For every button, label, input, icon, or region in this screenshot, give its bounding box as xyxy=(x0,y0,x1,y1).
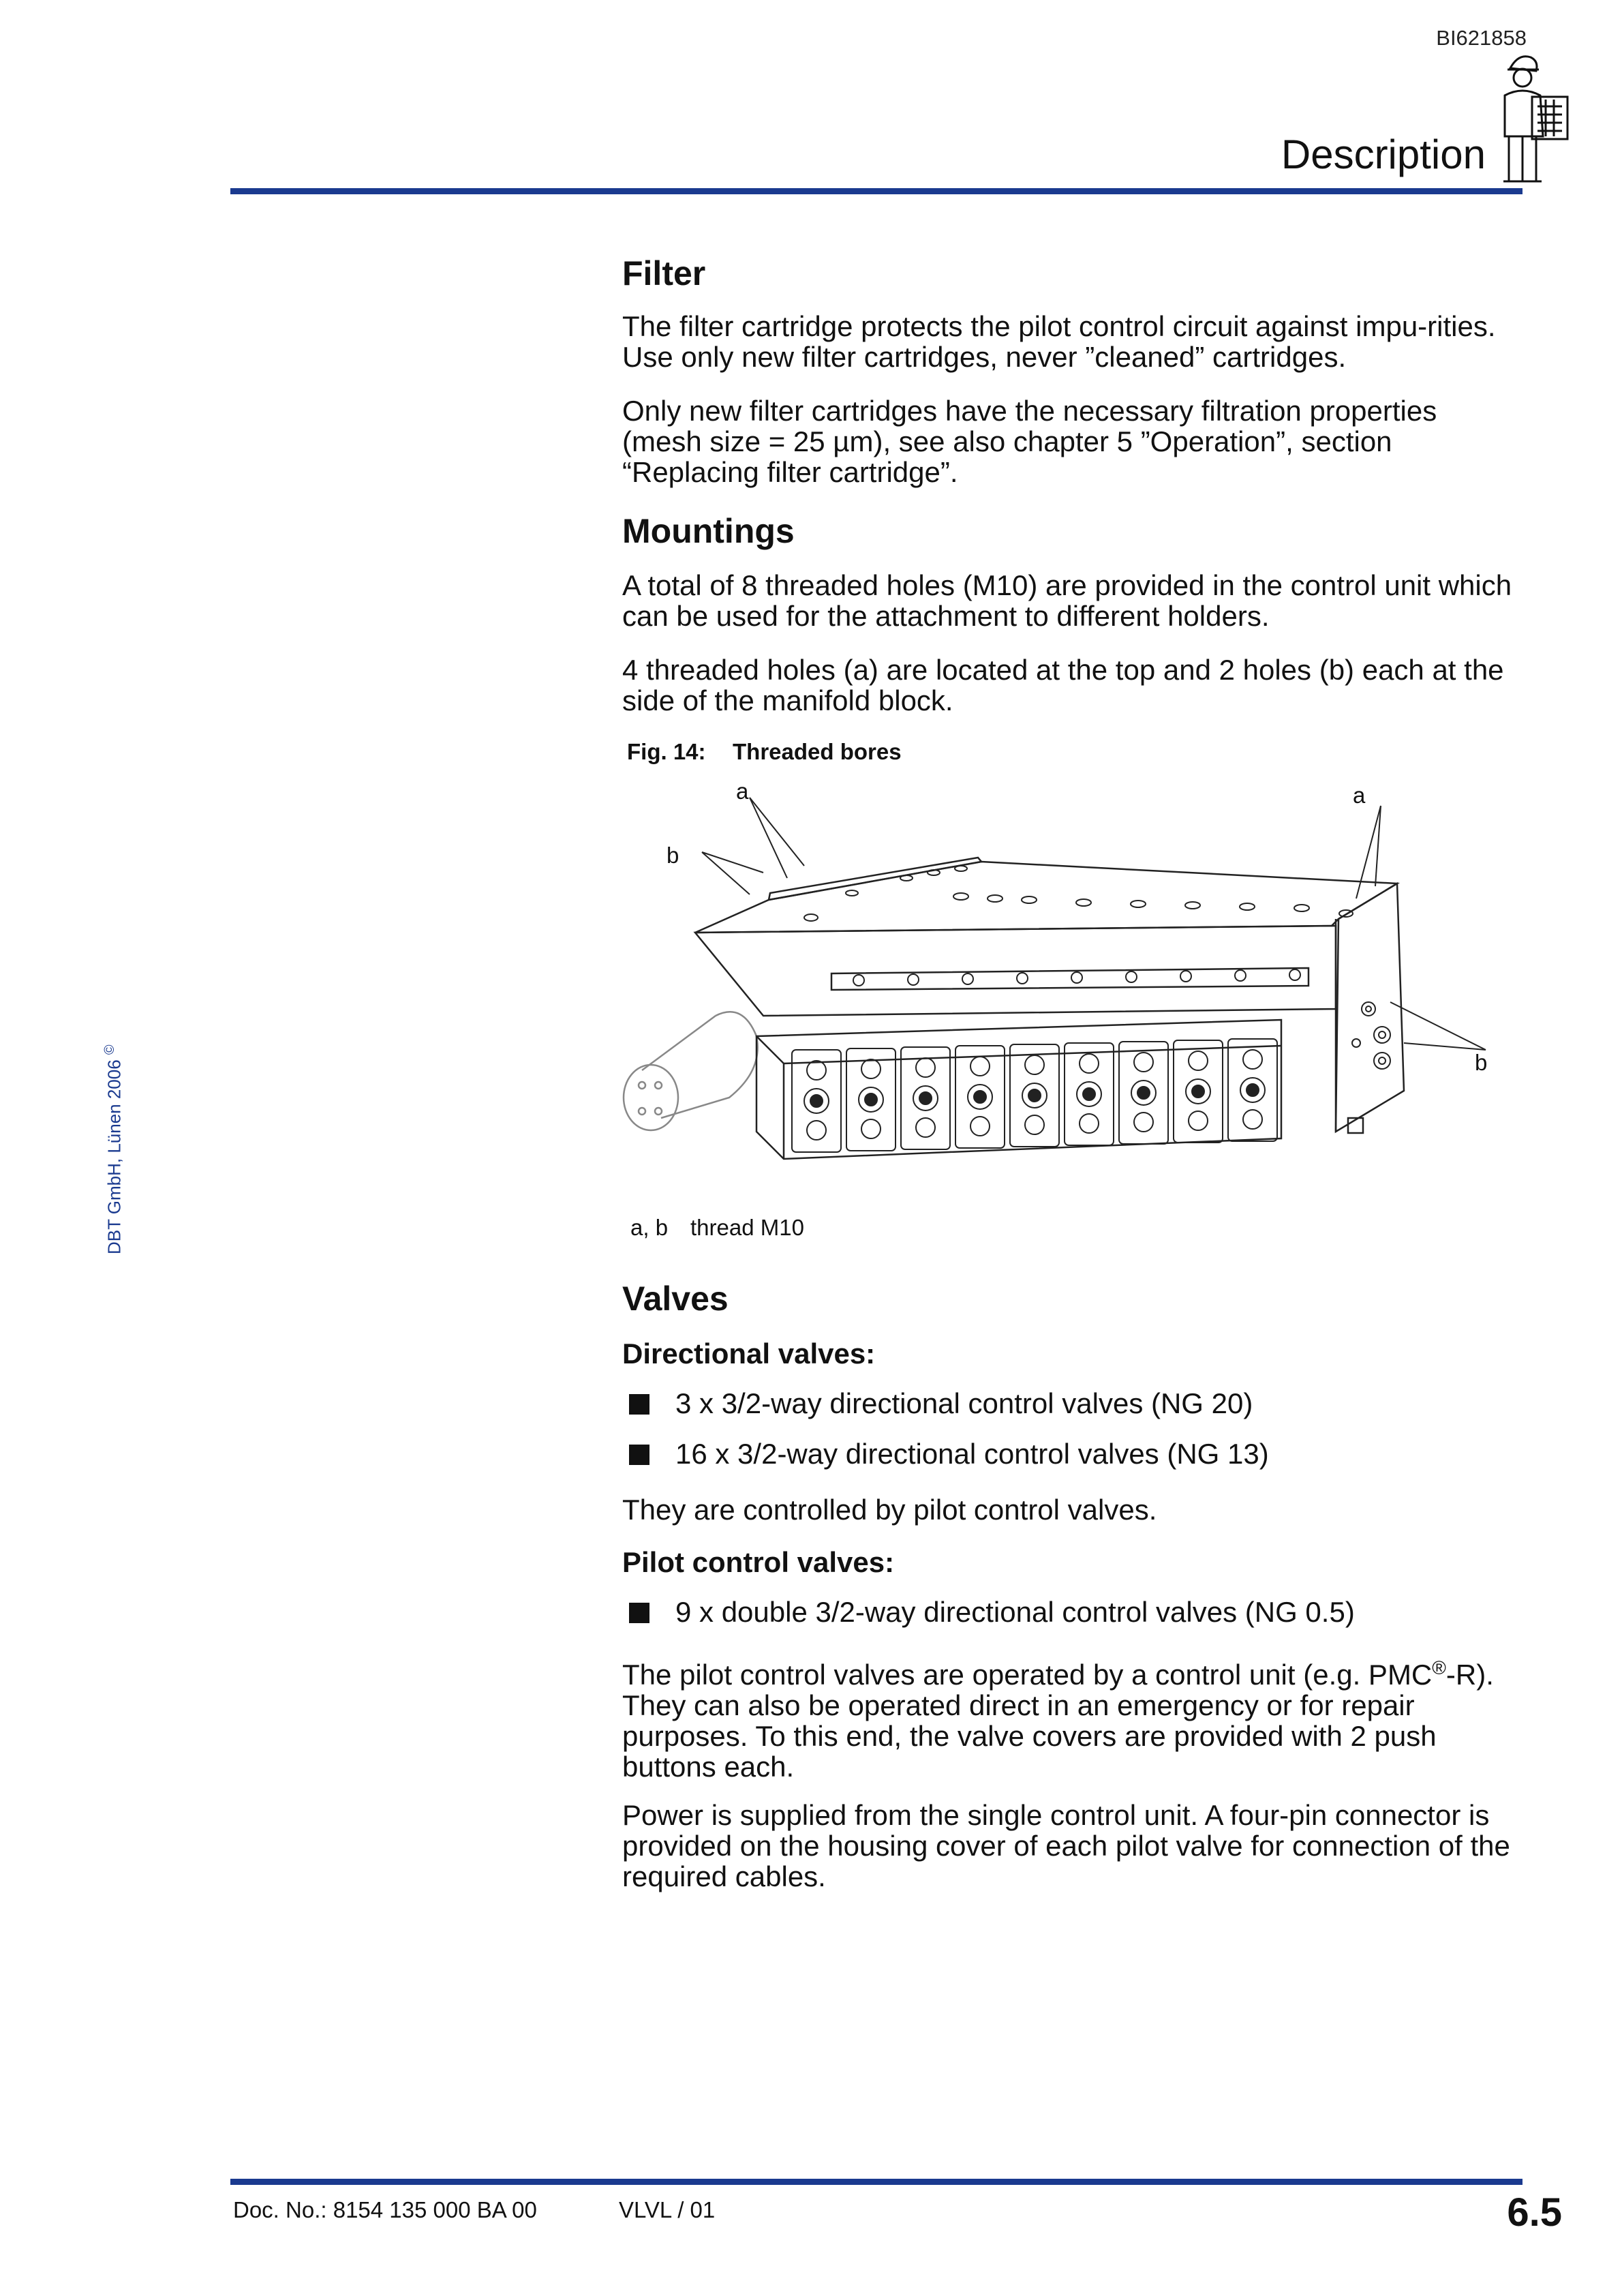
header-rule xyxy=(230,188,1522,194)
pilot-valves-heading: Pilot control valves: xyxy=(622,1546,895,1578)
copyright-text: DBT GmbH, Lünen 2006 xyxy=(104,1059,125,1254)
page-number: 6.5 xyxy=(1507,2190,1562,2235)
list-item-text: 3 x 3/2-way directional control valves (NG 20) xyxy=(675,1387,1253,1419)
footer-doc-number: Doc. No.: 8154 135 000 BA 00 xyxy=(233,2197,537,2222)
copyright-notice xyxy=(102,832,136,1254)
figure-legend-text: thread M10 xyxy=(690,1215,804,1240)
registered-mark: ® xyxy=(1432,1657,1446,1678)
page-section-title: Description xyxy=(1281,132,1486,177)
directional-valves-heading: Directional valves: xyxy=(622,1338,876,1370)
list-item-text: 16 x 3/2-way directional control valves (NG 13) xyxy=(675,1438,1269,1470)
mountings-paragraph-2: 4 threaded holes (a) are located at the top and 2 holes (b) each at the side of the manifold block. xyxy=(622,654,1504,716)
bullet-square-icon xyxy=(629,1394,649,1415)
bullet-square-icon xyxy=(629,1445,649,1465)
filter-heading: Filter xyxy=(622,254,706,292)
bullet-square-icon xyxy=(629,1603,649,1623)
figure-caption xyxy=(627,739,1527,765)
list-item xyxy=(622,1388,1522,1419)
manifold-block-drawing xyxy=(613,777,1527,1193)
pilot-valves-paragraph xyxy=(622,1652,1522,1782)
list-item xyxy=(622,1597,1522,1627)
filter-paragraph-1: The filter cartridge protects the pilot control circuit against impu-rities. Use only new filter cartridges, never ”cleaned” cartridges. xyxy=(622,310,1496,373)
directional-valves-note: They are controlled by pilot control valves. xyxy=(622,1494,1157,1526)
mountings-paragraph-1: A total of 8 threaded holes (M10) are provided in the control unit which can be used for the attachment to different holders. xyxy=(622,569,1512,632)
figure-label-a-right: a xyxy=(1353,783,1366,808)
figure-legend xyxy=(630,1215,804,1241)
figure-number: Fig. 14: xyxy=(627,739,706,764)
figure-label-b-right: b xyxy=(1475,1050,1488,1075)
power-supply-paragraph: Power is supplied from the single control unit. A four-pin connector is provided on the housing cover of each pilot valve for connection of the required cables. xyxy=(622,1799,1510,1892)
figure-legend-key: a, b xyxy=(630,1215,669,1240)
filter-paragraph-2: Only new filter cartridges have the necessary filtration properties (mesh size = 25 µm), see also chapter 5 ”Operation”, section “Replacing filter cartridge”. xyxy=(622,395,1437,488)
mountings-heading: Mountings xyxy=(622,512,795,550)
list-item xyxy=(622,1438,1522,1469)
document-id: BI621858 xyxy=(1436,26,1527,50)
pilot-paragraph-start: The pilot control valves are operated by a control unit (e.g. PMC xyxy=(622,1659,1433,1691)
footer-version: VLVL / 01 xyxy=(619,2197,716,2222)
copyright-symbol: © xyxy=(102,1044,117,1055)
figure-title: Threaded bores xyxy=(733,739,902,764)
pilot-paragraph-end: -R). They can also be operated direct in an emergency or for repair purposes. To this end, the valve covers are provided with 2 push buttons each. xyxy=(622,1659,1494,1783)
worker-reading-icon xyxy=(1484,48,1580,184)
figure-label-a-left: a xyxy=(736,779,749,804)
list-item-text: 9 x double 3/2-way directional control valves (NG 0.5) xyxy=(675,1596,1355,1628)
valves-heading: Valves xyxy=(622,1280,729,1318)
figure-label-b-left: b xyxy=(667,843,679,868)
footer-rule xyxy=(230,2179,1522,2185)
